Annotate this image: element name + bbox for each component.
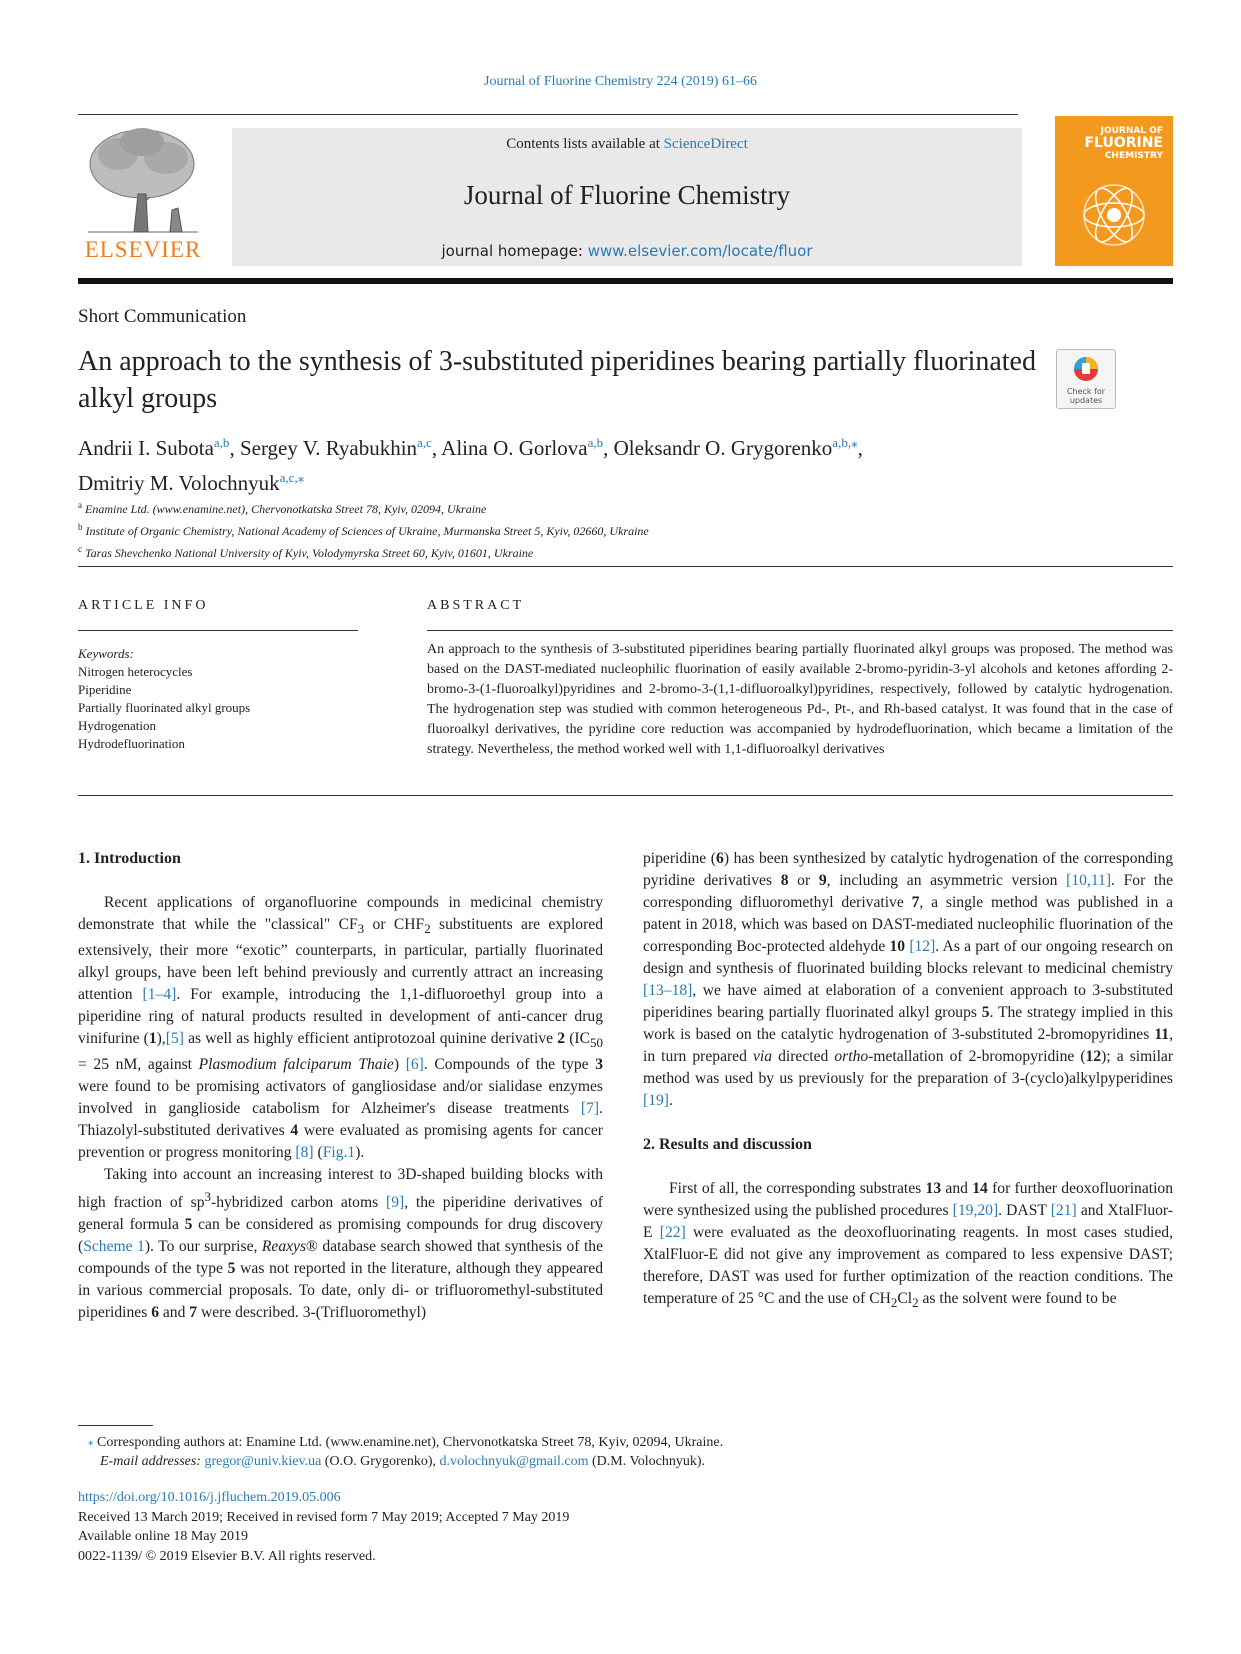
keyword: Partially fluorinated alkyl groups [78, 700, 251, 715]
author-affil-sup[interactable]: a,b,⁎ [832, 435, 858, 450]
abstract-heading: ABSTRACT [427, 598, 525, 613]
header-top-rule [78, 114, 1018, 115]
homepage-line [232, 242, 1022, 260]
cover-title [1055, 126, 1173, 161]
results-paragraph-1: First of all, the corresponding substrates 13 and 14 for further deoxofluorination were synthesized using the published procedures [19,20]. DAST [21] and XtalFluor-E [22] were evaluated as the deoxofluorinating reagents. In most cases studied, XtalFluor-E did not give any improvement as compared to less expensive DAST; therefore, DAST was used for further optimization of the reaction conditions. The temperature of 25 °C and the use of $CH_2Cl_2$ as the solvent were found to be [643, 1180, 1173, 1311]
abstract-text: An approach to the synthesis of 3-substituted piperidines bearing partially fluorinated alkyl groups was proposed. The method was based on the DAST-mediated nucleophilic fluorination of easily available 2-bromo-pyridin-3-yl alcohols and ketones affording 2-bromo-3-(1-fluoroalkyl)pyridines and 2-bromo-3-(1,1-difluoroalkyl)pyridines, respectively, followed by catalytic hydrogenation. The hydrogenation step was studied with common heterogeneous Pd-, Pt-, and Rh-based catalyst. It was found that in the case of fluoroalkyl derivatives, the pyridine core reduction was accompanied by hydrodefluorination, which became a limitation of the strategy. Nevertheless, the method worked well with 1,1-difluoroalkyl derivatives [427, 642, 1173, 757]
cover-line2: FLUORINE [1084, 135, 1163, 151]
homepage-prefix: journal homepage: [441, 242, 588, 260]
header-bottom-rule [78, 278, 1173, 284]
corresponding-text: Corresponding authors at: Enamine Ltd. (www.enamine.net), Chervonotkatska Street 78, Kyiv, 02094, Ukraine. [97, 1435, 724, 1450]
email-link-2[interactable]: d.volochnyuk@gmail.com [439, 1454, 589, 1469]
elsevier-tree-icon [78, 124, 208, 234]
online-date: Available online 18 May 2019 [78, 1529, 249, 1544]
ref-link[interactable]: [5] [165, 1030, 184, 1048]
check-for-updates-button[interactable] [1056, 349, 1116, 409]
ref-link[interactable]: [6] [405, 1056, 424, 1074]
received-dates: Received 13 March 2019; Received in revised form 7 May 2019; Accepted 7 May 2019 [78, 1509, 570, 1525]
journal-header-box [232, 128, 1022, 266]
contents-prefix: Contents lists available at [506, 136, 664, 152]
introduction-heading: 1. Introduction [78, 850, 181, 867]
contents-line [232, 136, 1022, 153]
author-affil-sup[interactable]: a,b [587, 435, 604, 450]
affiliation [78, 496, 649, 518]
cover-line1: JOURNAL OF [1100, 126, 1163, 136]
email-owner-2: (D.M. Volochnyuk). [588, 1454, 706, 1469]
elsevier-logo [78, 124, 208, 264]
author-affil-sup[interactable]: a,b [213, 435, 230, 450]
results-heading: 2. Results and discussion [643, 1136, 812, 1153]
keyword: Nitrogen heterocycles [78, 664, 193, 679]
author-name: Alina O. Gorlova [441, 436, 588, 460]
keywords-block [78, 645, 250, 753]
author-list: Andrii I. Subota$^{a,b}$, Sergey V. Ryabukhin$^{a,c}$, Alina O. Gorlova$^{a,b}$, Oleksandr O. Grygorenko$^{a,b,⁎}$, Dmitriy M. Volochnyuk$^{a,c,⁎}$ [78, 435, 863, 495]
ref-link[interactable]: [21] [1050, 1202, 1077, 1219]
intro-paragraph-3: piperidine (6) has been synthesized by catalytic hydrogenation of the corresponding pyridine derivatives 8 or 9, including an asymmetric version [10,11]. For the corresponding difluoromethyl derivative 7, a single method was published in a patent in 2018, which was based on DAST-mediated nucleophilic fluorination of the corresponding Boc-protected aldehyde 10 [12]. As a part of our ongoing research on design and synthesis of fluorinated building blocks relevant to medicinal chemistry [13–18], we have aimed at elaboration of a convenient approach to 3-substituted piperidines bearing partially fluorinated alkyl groups 5. The strategy implied in this work is based on the catalytic hydrogenation of 3-substituted 2-bromopyridines 11, in turn prepared via directed ortho-metallation of 2-bromopyridine (12); a similar method was used by us previously for the preparation of 3-(cyclo)alkylpyperidines [19]. [643, 850, 1174, 1109]
affiliation-text: Enamine Ltd. (www.enamine.net), Chervonotkatska Street 78, Kyiv, 02094, Ukraine [85, 502, 487, 516]
affiliation-key: c [78, 544, 82, 554]
article-type: Short Communication [78, 306, 247, 327]
affiliation-key: b [78, 522, 83, 532]
ref-link[interactable]: [10,11] [1066, 872, 1112, 889]
ref-link[interactable]: [22] [659, 1224, 686, 1241]
ref-link[interactable]: [12] [909, 938, 936, 955]
keyword: Hydrodefluorination [78, 736, 185, 751]
doi-link[interactable]: https://doi.org/10.1016/j.jfluchem.2019.05.006 [78, 1490, 341, 1505]
atom-icon [1077, 178, 1151, 252]
ref-link[interactable]: [13–18] [643, 982, 693, 999]
sciencedirect-link[interactable]: ScienceDirect [663, 136, 748, 152]
copyright-line: 0022-1139/ © 2019 Elsevier B.V. All rights reserved. [78, 1548, 376, 1564]
publisher-name: ELSEVIER [84, 237, 202, 262]
journal-reference[interactable]: Journal of Fluorine Chemistry 224 (2019) 61–66 [484, 74, 757, 89]
author-affil-sup[interactable]: a,c,⁎ [279, 470, 305, 485]
ref-link[interactable]: [19,20] [952, 1202, 999, 1219]
intro-paragraph-1: Recent applications of organofluorine compounds in medicinal chemistry demonstrate that while the "classical" $CF_3$ or $CHF_2$ substituents are explored extensively, their more “exotic” counterparts, in particular, partially fluorinated alkyl groups, have been left behind previously and currently attract an increasing attention [1–4]. For example, introducing the 1,1-difluoroethyl group into a piperidine ring of natural products resulted in development of anti-cancer drug vinifurine (1),[5] as well as highly efficient antiprotozoal quinine derivative 2 ($IC_{50} = 25$ nM, against Plasmodium falciparum Thaie) [6]. Compounds of the type 3 were found to be promising activators of gangliosidase and/or sialidase enzymes involved in ganglioside catabolism for Alzheimer's disease treatments [7]. Thiazolyl-substituted derivatives 4 were evaluated as promising agents for cancer prevention or progress monitoring [8] (Fig.1). [78, 894, 603, 1162]
footnote-rule [78, 1425, 153, 1426]
homepage-link[interactable]: www.elsevier.com/locate/fluor [587, 242, 813, 260]
intro-paragraph-2: Taking into account an increasing interest to 3D-shaped building blocks with high fraction of $sp^3$-hybridized carbon atoms [9], the piperidine derivatives of general formula 5 can be considered as promising compounds for drug discovery (Scheme 1). To our surprise, Reaxys® database search showed that synthesis of the compounds of the type 5 was not reported in the literature, although they appeared in various commercial proposals. To date, only di- or trifluoromethyl-substituted piperidines 6 and 7 were described. 3-(Trifluoromethyl) [78, 1166, 604, 1322]
scheme-link[interactable]: Scheme 1 [83, 1238, 145, 1256]
keyword: Hydrogenation [78, 718, 156, 733]
article-info-rule [78, 630, 358, 631]
abstract-bottom-rule [78, 795, 1173, 796]
journal-name: Journal of Fluorine Chemistry [463, 180, 791, 210]
ref-link[interactable]: [7] [580, 1100, 600, 1118]
ref-link[interactable]: [19] [643, 1092, 669, 1109]
author-name: Andrii I. Subota [78, 436, 214, 460]
author-affil-sup[interactable]: a,c [417, 435, 432, 450]
abstract-rule [427, 630, 1173, 631]
email-owner-1: (O.O. Grygorenko), [321, 1454, 440, 1469]
author-name: Dmitriy M. Volochnyuk [78, 471, 280, 495]
corresponding-note: ⁎ Corresponding authors at: Enamine Ltd. (www.enamine.net), Chervonotkatska Street 78, Kyiv, 02094, Ukraine. [88, 1435, 724, 1450]
author-name: Oleksandr O. Grygorenko [613, 436, 833, 460]
check-updates-icon [1073, 356, 1099, 382]
journal-cover[interactable] [1055, 116, 1173, 266]
article-title: An approach to the synthesis of 3-substituted piperidines bearing partially fluorinated alkyl groups [78, 346, 1036, 414]
check-updates-label: Check for updates [1066, 387, 1106, 405]
affiliation-key: a [78, 500, 82, 510]
affiliation [78, 540, 649, 562]
affiliation [78, 518, 649, 540]
keywords-label: Keywords: [78, 646, 134, 661]
affiliations [78, 496, 649, 562]
affil-bottom-rule [78, 566, 1173, 567]
figure-link[interactable]: Fig.1 [322, 1144, 356, 1162]
author-name: Sergey V. Ryabukhin [239, 436, 418, 460]
email-label: E-mail addresses: [100, 1454, 205, 1469]
ref-link[interactable]: [9] [386, 1194, 405, 1212]
ref-link[interactable]: [8] [295, 1144, 314, 1162]
email-link-1[interactable]: gregor@univ.kiev.ua [204, 1454, 322, 1469]
body-left-column [78, 848, 603, 1324]
affiliation-text: Taras Shevchenko National University of Kyiv, Volodymyrska Street 60, Kyiv, 01601, Ukraine [85, 546, 534, 560]
keyword: Piperidine [78, 682, 132, 697]
corresponding-footnote [78, 1433, 723, 1471]
email-line [78, 1452, 723, 1471]
article-info-heading: ARTICLE INFO [78, 598, 209, 613]
cover-line3: CHEMISTRY [1104, 151, 1163, 161]
article-meta [78, 1488, 569, 1566]
body-right-column [643, 848, 1173, 1314]
affiliation-text: Institute of Organic Chemistry, National Academy of Sciences of Ukraine, Murmanska Street 5, Kyiv, 02660, Ukraine [85, 524, 649, 538]
ref-link[interactable]: [1–4] [142, 986, 177, 1004]
